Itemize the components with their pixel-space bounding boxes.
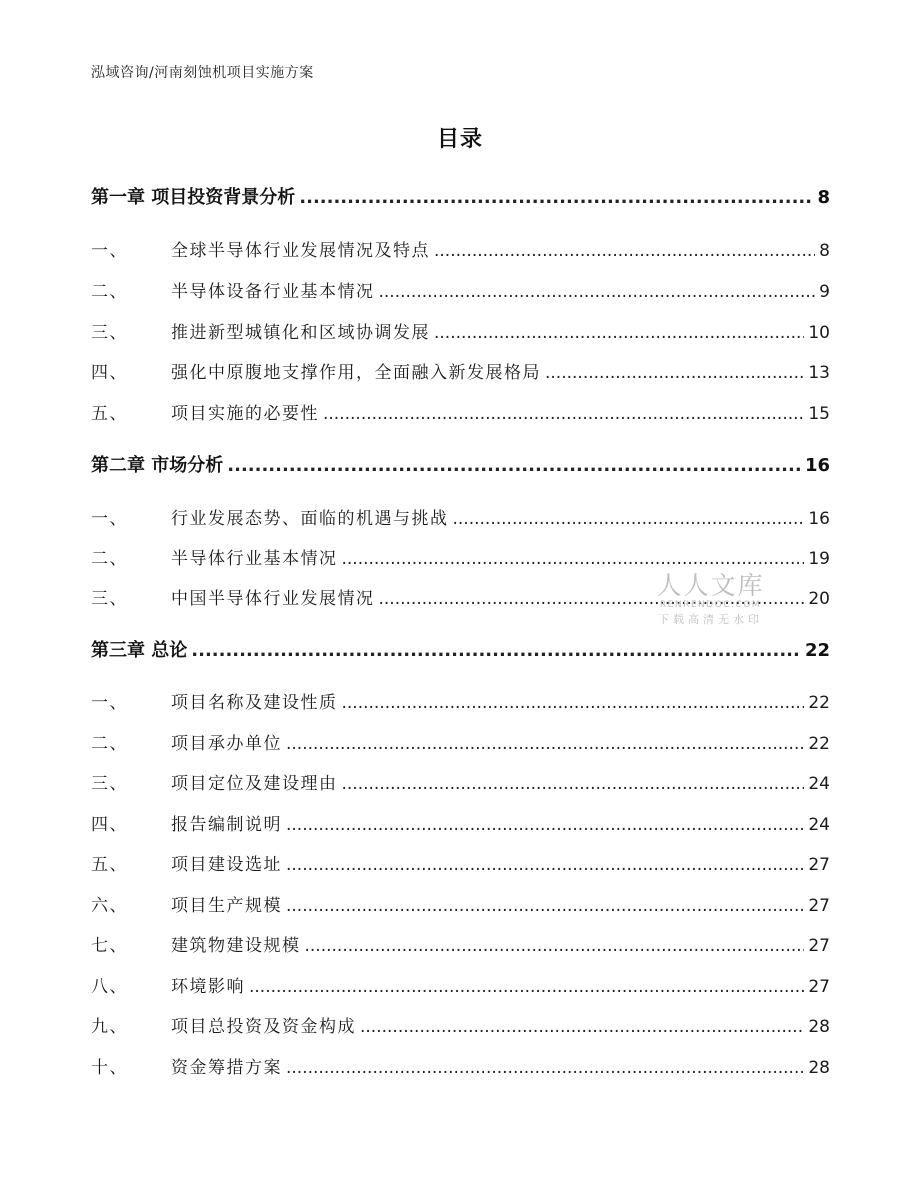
toc-section-entry[interactable] [91, 277, 830, 302]
toc-entry-label: 项目承办单位 [171, 734, 282, 754]
dot-leader [286, 855, 804, 875]
toc-page-number: 10 [808, 323, 830, 343]
toc-page-number: 28 [808, 1058, 830, 1078]
toc-section-entry[interactable] [91, 850, 830, 875]
toc-page-number: 27 [808, 855, 830, 875]
dot-leader [286, 1058, 804, 1078]
toc-page-number: 9 [819, 282, 830, 302]
toc-entry-label: 半导体设备行业基本情况 [171, 282, 375, 302]
toc-section-entry[interactable] [91, 236, 830, 261]
dot-leader [342, 693, 805, 713]
toc-page-number: 16 [804, 455, 830, 476]
toc-entry-number: 三、 [91, 774, 128, 794]
toc-section-entry[interactable] [91, 931, 830, 956]
dot-leader [286, 896, 804, 916]
toc-entry-label: 中国半导体行业发展情况 [171, 589, 375, 609]
toc-page-number: 27 [808, 896, 830, 916]
toc-section-entry[interactable] [91, 1053, 830, 1078]
toc-page-number: 8 [817, 187, 830, 208]
page-header: 泓域咨询/河南刻蚀机项目实施方案 [91, 65, 314, 81]
dot-leader [360, 1017, 804, 1037]
dot-leader [286, 815, 804, 835]
toc-page-number: 8 [819, 241, 830, 261]
toc-section-entry[interactable] [91, 399, 830, 424]
toc-entry-label: 项目定位及建设理由 [171, 774, 338, 794]
dot-leader [342, 774, 805, 794]
toc-chapter-entry[interactable] [91, 183, 830, 209]
toc-entry-number: 二、 [91, 549, 128, 569]
toc-entry-label: 项目实施的必要性 [171, 404, 319, 424]
toc-page-number: 15 [808, 404, 830, 424]
dot-leader [434, 323, 804, 343]
toc-entry-number: 六、 [91, 896, 128, 916]
toc-section-entry[interactable] [91, 1012, 830, 1037]
toc-entry-number: 八、 [91, 977, 128, 997]
toc-entry-label: 推进新型城镇化和区域协调发展 [171, 323, 430, 343]
toc-section-entry[interactable] [91, 688, 830, 713]
toc-entry-label: 全球半导体行业发展情况及特点 [171, 241, 430, 261]
toc-entry-label: 建筑物建设规模 [171, 936, 301, 956]
toc-entry-number: 四、 [91, 363, 128, 383]
watermark-title: 人人文库 [656, 571, 765, 600]
dot-leader [305, 936, 805, 956]
toc-entry-label: 强化中原腹地支撑作用，全面融入新发展格局 [171, 363, 541, 383]
toc-chapter-entry[interactable] [91, 451, 830, 477]
toc-section-entry[interactable] [91, 769, 830, 794]
toc-page-number: 24 [808, 774, 830, 794]
dot-leader [379, 282, 816, 302]
toc-section-entry[interactable] [91, 318, 830, 343]
toc-entry-label: 环境影响 [171, 977, 245, 997]
toc-entry-number: 四、 [91, 815, 128, 835]
toc-entry-label: 报告编制说明 [171, 815, 282, 835]
toc-entry-number: 十、 [91, 1058, 128, 1078]
toc-entry-number: 九、 [91, 1017, 128, 1037]
dot-leader [191, 640, 801, 661]
dot-leader [227, 455, 801, 476]
dot-leader [286, 734, 804, 754]
toc-entry-label: 行业发展态势、面临的机遇与挑战 [171, 509, 449, 529]
toc-page-number: 28 [808, 1017, 830, 1037]
toc-section-entry[interactable] [91, 504, 830, 529]
toc-title: 目录 [436, 127, 483, 152]
toc-entry-label: 半导体行业基本情况 [171, 549, 338, 569]
toc-entry-label: 第三章 总论 [91, 640, 188, 661]
toc-entry-number: 一、 [91, 693, 128, 713]
toc-entry-label: 第一章 项目投资背景分析 [91, 187, 296, 208]
dot-leader [299, 187, 813, 208]
toc-page-number: 20 [808, 589, 830, 609]
toc-page-number: 24 [808, 815, 830, 835]
dot-leader [323, 404, 804, 424]
toc-section-entry[interactable] [91, 891, 830, 916]
toc-page-number: 22 [808, 734, 830, 754]
toc-entry-label: 第二章 市场分析 [91, 455, 224, 476]
toc-entry-number: 五、 [91, 855, 128, 875]
dot-leader [545, 363, 804, 383]
toc-page-number: 13 [808, 363, 830, 383]
toc-entry-number: 一、 [91, 509, 128, 529]
toc-entry-number: 七、 [91, 936, 128, 956]
dot-leader [249, 977, 804, 997]
toc-entry-number: 三、 [91, 589, 128, 609]
toc-entry-label: 资金筹措方案 [171, 1058, 282, 1078]
toc-entry-number: 二、 [91, 282, 128, 302]
toc-page-number: 19 [808, 549, 830, 569]
watermark [648, 566, 773, 627]
toc-entry-label: 项目生产规模 [171, 896, 282, 916]
toc-entry-number: 一、 [91, 241, 128, 261]
toc-entry-number: 五、 [91, 404, 128, 424]
toc-entry-label: 项目名称及建设性质 [171, 693, 338, 713]
toc-page-number: 16 [808, 509, 830, 529]
toc-section-entry[interactable] [91, 972, 830, 997]
toc-chapter-entry[interactable] [91, 636, 830, 662]
watermark-subtitle: 下载高清无水印 [658, 613, 763, 626]
toc-page-number: 27 [808, 936, 830, 956]
toc-entry-label: 项目建设选址 [171, 855, 282, 875]
toc-section-entry[interactable] [91, 810, 830, 835]
toc-page-number: 27 [808, 977, 830, 997]
dot-leader [434, 241, 815, 261]
toc-section-entry[interactable] [91, 358, 830, 383]
toc-entry-number: 二、 [91, 734, 128, 754]
toc-section-entry[interactable] [91, 729, 830, 754]
toc-page-number: 22 [804, 640, 830, 661]
dot-leader [453, 509, 805, 529]
toc-page-number: 22 [808, 693, 830, 713]
toc-entry-label: 项目总投资及资金构成 [171, 1017, 356, 1037]
toc-entry-number: 三、 [91, 323, 128, 343]
watermark-url: RENRENDOC.COM [659, 600, 762, 610]
